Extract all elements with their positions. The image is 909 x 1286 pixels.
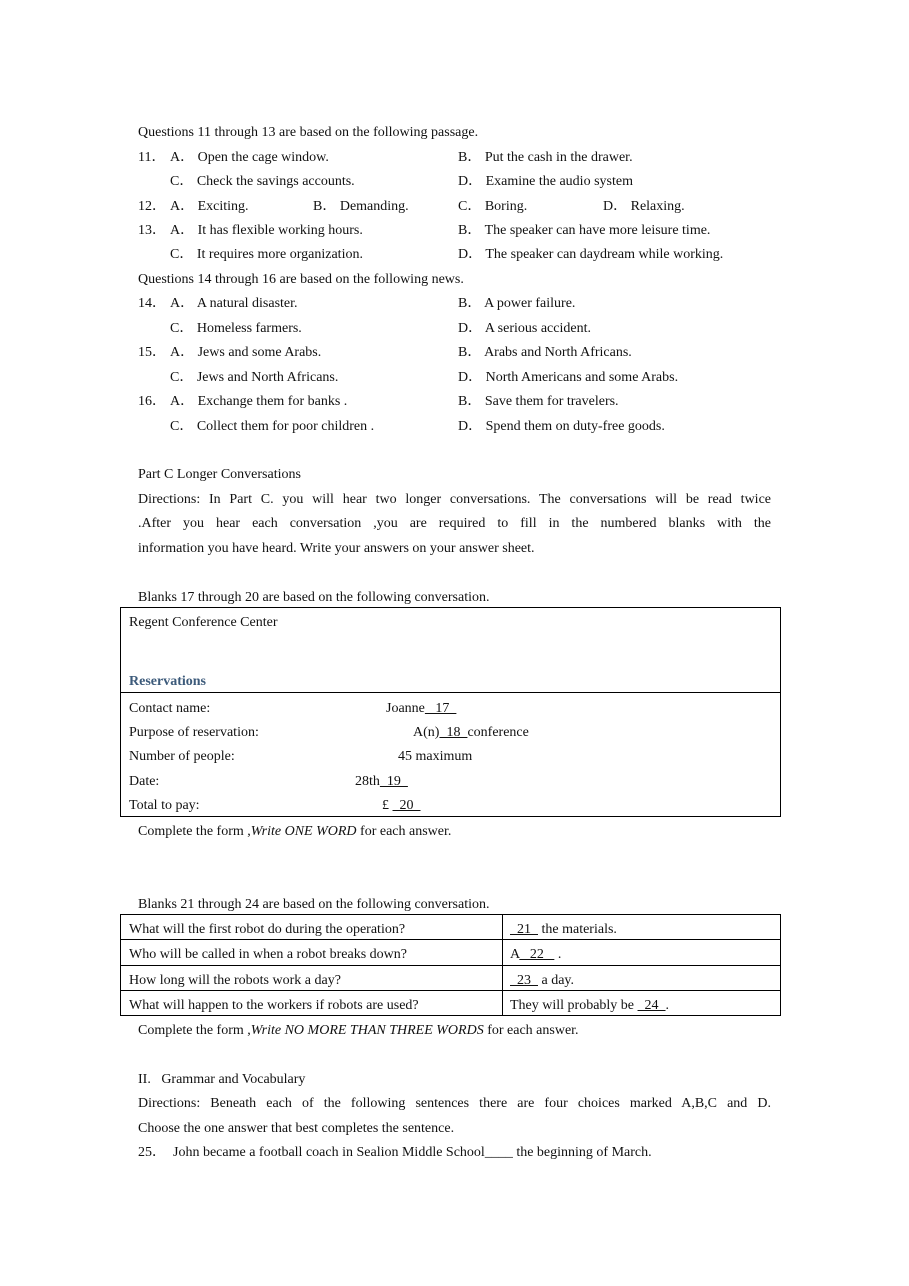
option-b: B． A power failure. xyxy=(458,296,576,311)
option-b: B． Save them for travelers. xyxy=(458,394,619,409)
option-d: D． The speaker can daydream while working. xyxy=(458,247,724,262)
question-number: 11． xyxy=(138,150,166,165)
question-number: 13． xyxy=(138,223,166,238)
table-divider xyxy=(120,990,781,991)
form-label: Number of people: xyxy=(129,749,235,764)
table-divider xyxy=(120,939,781,940)
blank-21: 21 xyxy=(510,922,538,937)
question-number: 14． xyxy=(138,296,166,311)
option-d: D． A serious accident. xyxy=(458,321,591,336)
option-a: A． Jews and some Arabs. xyxy=(170,345,322,360)
form-divider xyxy=(120,692,781,693)
blank-23: 23 xyxy=(510,973,538,988)
option-d: D． Spend them on duty-free goods. xyxy=(458,419,665,434)
directions-line: information you have heard. Write your answers on your answer sheet. xyxy=(138,541,535,556)
blank-25: ____ xyxy=(484,1145,513,1160)
form-instruction: Complete the form ,Write ONE WORD for each answer. xyxy=(138,824,452,839)
option-c: C． Homeless farmers. xyxy=(170,321,302,336)
question-number: 15． xyxy=(138,345,166,360)
question-number: 16． xyxy=(138,394,166,409)
option-c: C． It requires more organization. xyxy=(170,247,363,262)
option-a: A． Open the cage window. xyxy=(170,150,329,165)
section-title: II. Grammar and Vocabulary xyxy=(138,1072,306,1087)
form-label: Date: xyxy=(129,774,160,789)
blank-18: 18 xyxy=(439,725,468,740)
conversation-intro: Blanks 17 through 20 are based on the following conversation. xyxy=(138,590,490,605)
form-label: Contact name: xyxy=(129,701,211,716)
table-question: What will happen to the workers if robots are used? xyxy=(129,998,419,1013)
option-b: B． Put the cash in the drawer. xyxy=(458,150,633,165)
blank-17: 17 xyxy=(424,701,457,716)
option-c: C． Check the savings accounts. xyxy=(170,174,355,189)
reservations-heading: Reservations xyxy=(129,674,206,689)
form-value: £ 20 xyxy=(382,798,421,813)
option-c: C． Boring. xyxy=(458,199,528,214)
form-value: 45 maximum xyxy=(398,749,473,764)
center-name: Regent Conference Center xyxy=(129,615,278,630)
table-answer: A 22 . xyxy=(510,947,562,962)
blank-19: 19 xyxy=(379,774,408,789)
option-d: D． North Americans and some Arabs. xyxy=(458,370,679,385)
table-question: Who will be called in when a robot breaks down? xyxy=(129,947,407,962)
option-a: A． It has flexible working hours. xyxy=(170,223,363,238)
table-question: How long will the robots work a day? xyxy=(129,973,341,988)
form-label: Purpose of reservation: xyxy=(129,725,259,740)
conversation-intro: Blanks 21 through 24 are based on the following conversation. xyxy=(138,897,490,912)
option-a: A． Exchange them for banks . xyxy=(170,394,348,409)
blank-24: 24 xyxy=(637,998,666,1013)
table-answer: They will probably be 24 . xyxy=(510,998,670,1013)
option-b: B． Demanding. xyxy=(313,199,409,214)
directions-line: Directions: In Part C. you will hear two longer conversations. The conversations will be read twice xyxy=(138,492,771,507)
blank-22: 22 xyxy=(519,947,555,962)
table-answer: 23 a day. xyxy=(510,973,575,988)
directions-line: Choose the one answer that best completes the sentence. xyxy=(138,1121,455,1136)
form-instruction: Complete the form ,Write NO MORE THAN THREE WORDS for each answer. xyxy=(138,1023,579,1038)
passage-intro: Questions 11 through 13 are based on the following passage. xyxy=(138,125,479,140)
news-intro: Questions 14 through 16 are based on the following news. xyxy=(138,272,464,287)
option-b: B． Arabs and North Africans. xyxy=(458,345,632,360)
form-value: Joanne 17 xyxy=(386,701,457,716)
option-d: D． Examine the audio system xyxy=(458,174,633,189)
option-b: B． The speaker can have more leisure time. xyxy=(458,223,711,238)
form-value: A(n) 18 conference xyxy=(413,725,529,740)
option-c: C． Jews and North Africans. xyxy=(170,370,339,385)
table-divider xyxy=(120,965,781,966)
option-a: A． A natural disaster. xyxy=(170,296,298,311)
question-25: 25． John became a football coach in Sealion Middle School____ the beginning of March. xyxy=(138,1145,652,1160)
directions-line: Directions: Beneath each of the following sentences there are four choices marked A,B,C and D. xyxy=(138,1096,771,1111)
question-number: 12． xyxy=(138,199,166,214)
table-answer: 21 the materials. xyxy=(510,922,617,937)
form-label: Total to pay: xyxy=(129,798,200,813)
blank-20: 20 xyxy=(392,798,421,813)
section-title: Part C Longer Conversations xyxy=(138,467,301,482)
option-c: C． Collect them for poor children . xyxy=(170,419,375,434)
form-value: 28th 19 xyxy=(355,774,408,789)
table-question: What will the first robot do during the operation? xyxy=(129,922,406,937)
option-a: A． Exciting. xyxy=(170,199,249,214)
directions-line: .After you hear each conversation ,you are required to fill in the numbered blanks with the xyxy=(138,516,771,531)
option-d: D． Relaxing. xyxy=(603,199,685,214)
